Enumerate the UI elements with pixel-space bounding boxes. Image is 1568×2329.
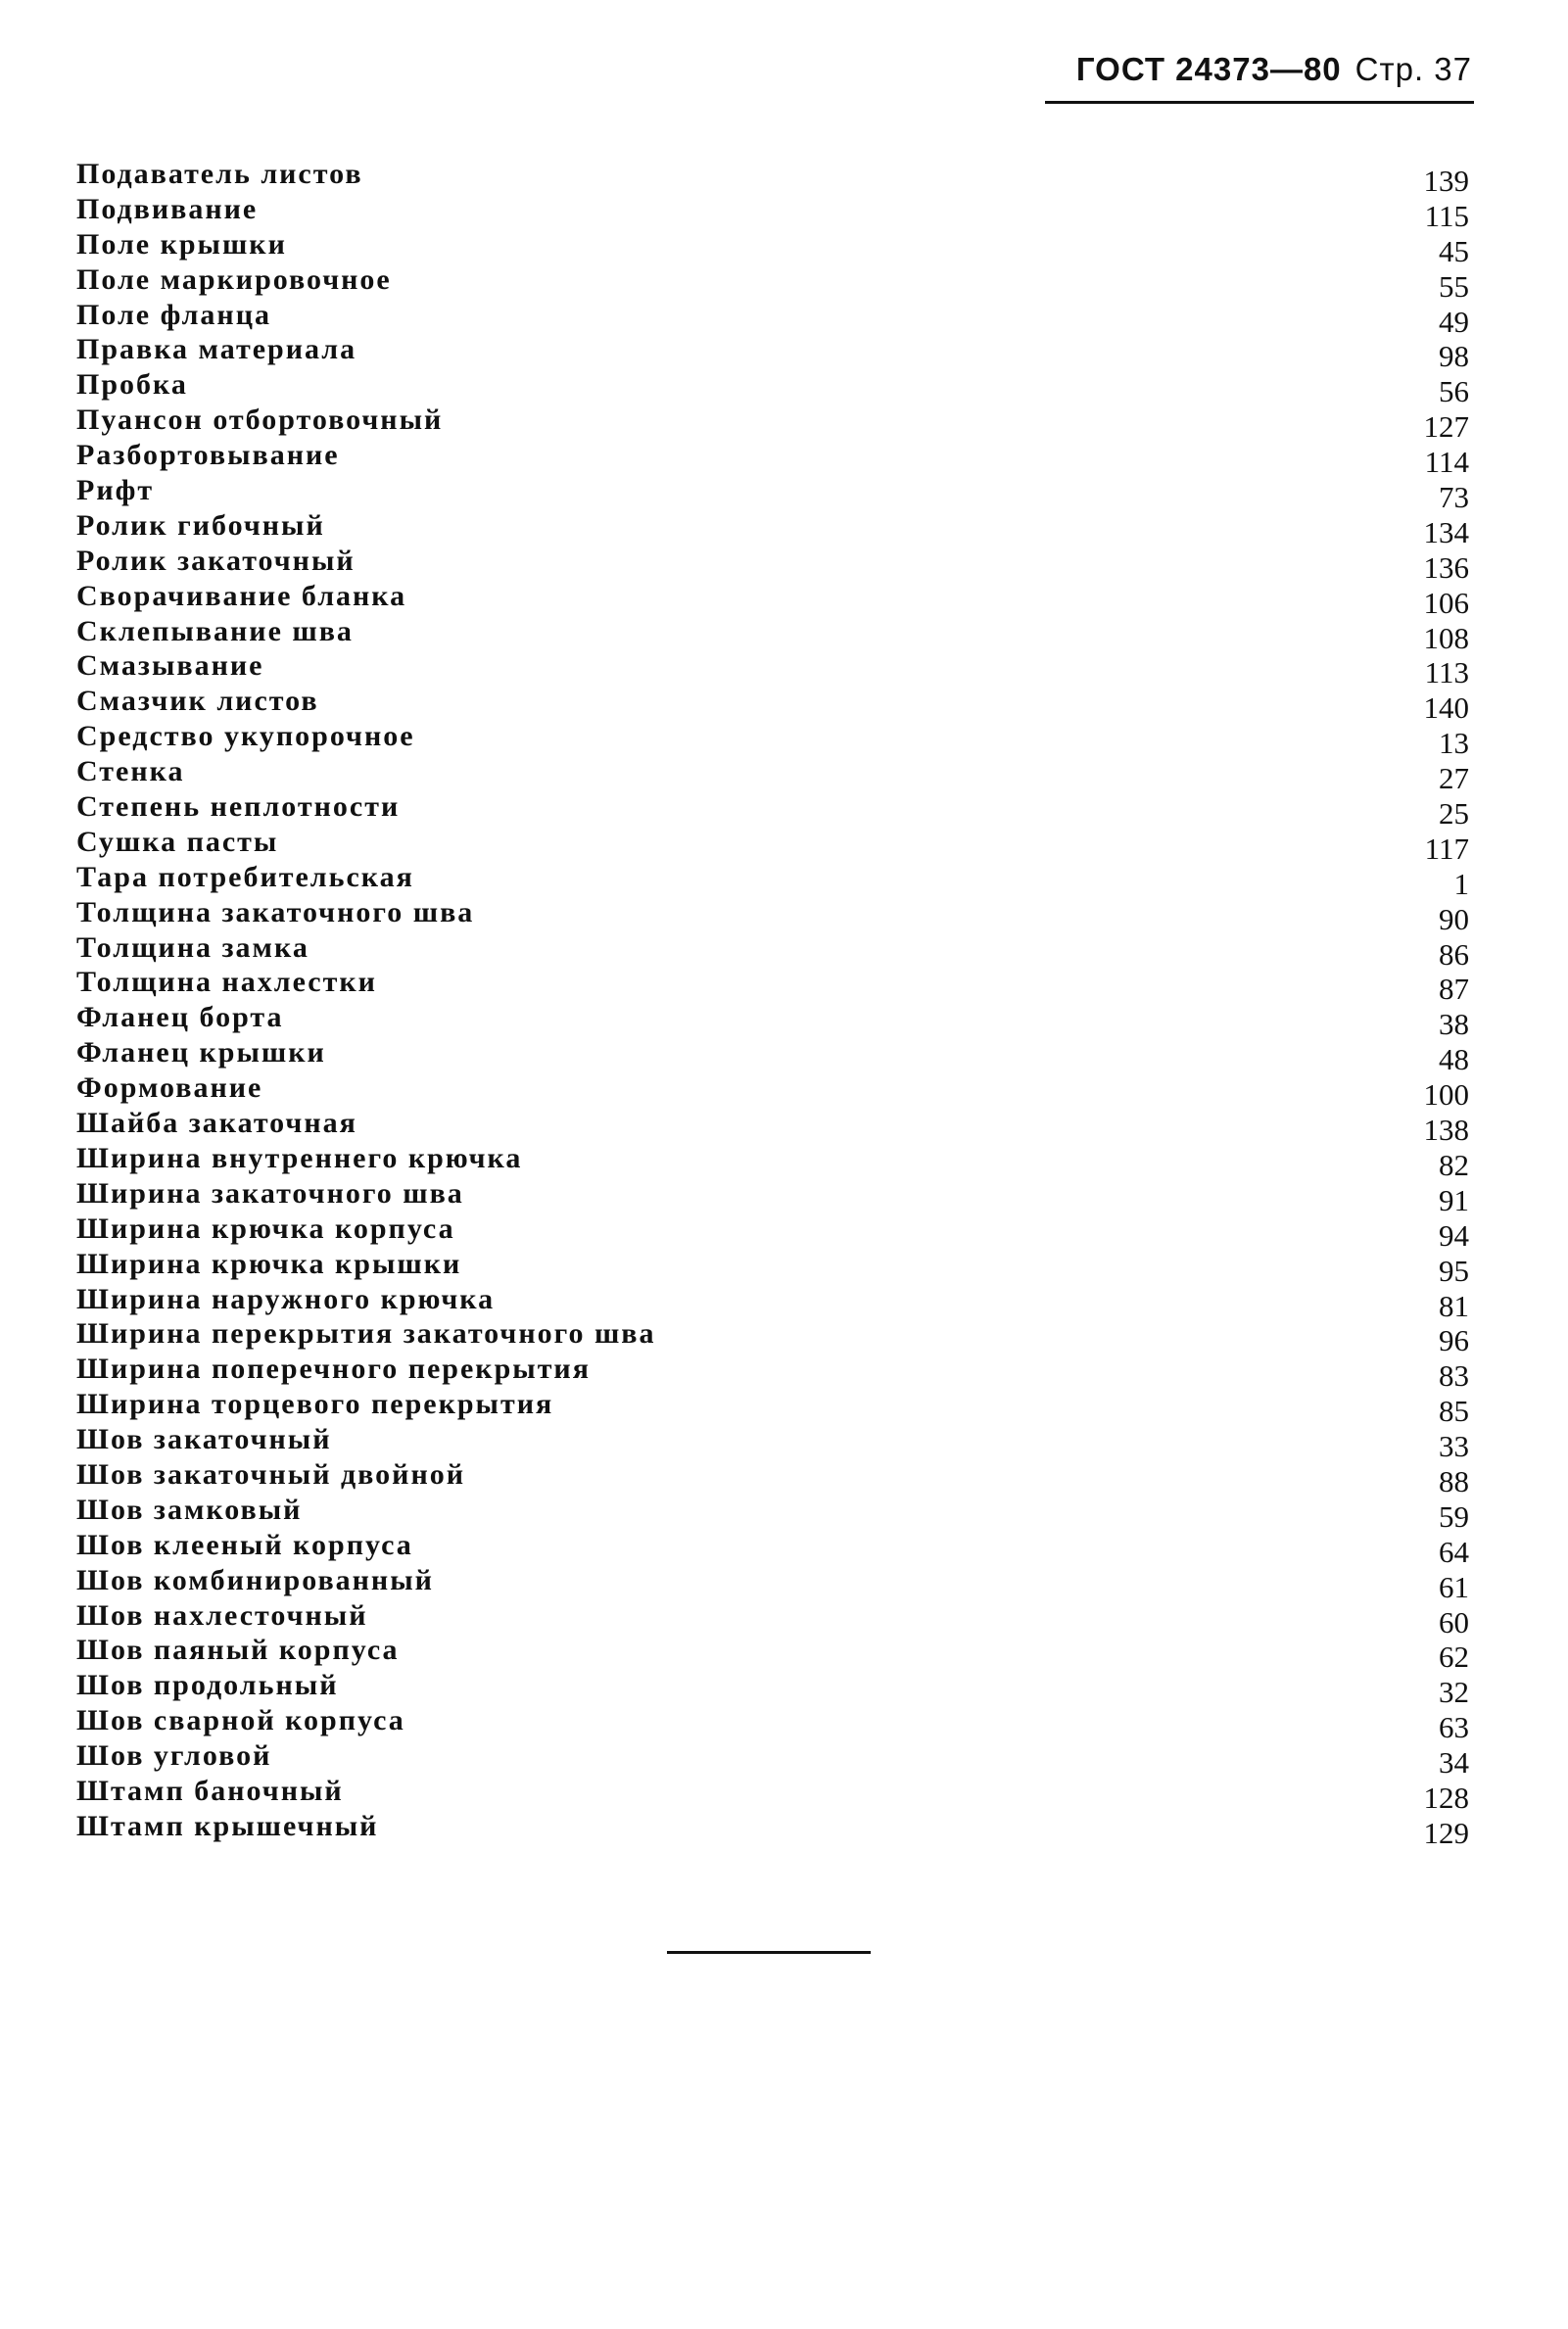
index-term: Шов сварной корпуса	[76, 1704, 405, 1737]
index-page-number: 128	[1423, 1780, 1469, 1815]
index-page-number: 140	[1423, 690, 1469, 726]
index-entry	[76, 1176, 1469, 1217]
index-entry	[76, 438, 1469, 480]
index-term: Фланец борта	[76, 1001, 284, 1034]
index-page-number: 25	[1439, 796, 1469, 832]
index-entry	[76, 1212, 1469, 1253]
index-entry	[76, 1070, 1469, 1113]
index-term: Поле крышки	[76, 227, 287, 261]
index-entry	[76, 1282, 1469, 1323]
index-entry	[76, 719, 1469, 761]
index-entry	[76, 1457, 1469, 1498]
index-term: Смазывание	[76, 649, 264, 683]
index-term: Шов замковый	[76, 1493, 303, 1526]
index-entry	[76, 1598, 1469, 1640]
index-term: Шов закаточный двойной	[76, 1457, 466, 1491]
index-page-number: 64	[1439, 1534, 1469, 1569]
index-entry	[76, 1141, 1469, 1182]
index-page-number: 88	[1439, 1463, 1469, 1498]
index-entry	[76, 1000, 1469, 1042]
index-term: Фланец крышки	[76, 1036, 326, 1069]
index-term: Правка материала	[76, 333, 357, 366]
index-term: Штамп крышечный	[76, 1809, 379, 1842]
index-entry	[76, 1633, 1469, 1675]
index-entry	[76, 473, 1469, 515]
index-entry	[76, 1528, 1469, 1569]
index-term: Сворачивание бланка	[76, 579, 407, 612]
index-term: Шов продольный	[76, 1669, 339, 1702]
index-term: Ширина закаточного шва	[76, 1176, 464, 1210]
index-term: Степень неплотности	[76, 790, 401, 824]
index-entry	[76, 754, 1469, 796]
index-entry	[76, 1352, 1469, 1394]
index-term: Ширина перекрытия закаточного шва	[76, 1317, 656, 1351]
index-entry	[76, 1809, 1469, 1850]
index-term: Смазчик листов	[76, 685, 319, 718]
index-entry	[76, 1563, 1469, 1604]
index-term: Толщина нахлестки	[76, 966, 377, 999]
index-entry	[76, 965, 1469, 1007]
index-page-number: 127	[1423, 409, 1469, 445]
index-term: Разбортовывание	[76, 439, 340, 472]
index-term: Пробка	[76, 368, 188, 402]
index-term: Средство укупорочное	[76, 720, 415, 753]
index-term: Формование	[76, 1071, 263, 1105]
index-page-number: 98	[1439, 339, 1469, 374]
index-term: Сушка пасты	[76, 825, 279, 858]
index-entry	[76, 579, 1469, 620]
index-page-number: 59	[1439, 1498, 1469, 1534]
index-term: Ролик закаточный	[76, 544, 356, 577]
index-page-number: 91	[1439, 1182, 1469, 1217]
index-entry	[76, 930, 1469, 972]
index-term: Шайба закаточная	[76, 1107, 357, 1140]
index-term: Шов паяный корпуса	[76, 1634, 400, 1667]
index-page-number: 113	[1424, 655, 1469, 690]
index-page-number: 117	[1424, 831, 1469, 866]
index-entry	[76, 648, 1469, 690]
index-entry	[76, 1668, 1469, 1710]
index-term: Ролик гибочный	[76, 508, 325, 542]
index-page-number: 108	[1423, 620, 1469, 655]
index-entry	[76, 227, 1469, 268]
index-entry	[76, 1493, 1469, 1534]
index-page-number: 136	[1423, 549, 1469, 585]
index-page-number: 115	[1424, 198, 1469, 233]
index-entry	[76, 1106, 1469, 1148]
index-page-number: 1	[1453, 866, 1469, 901]
index-term: Склепывание шва	[76, 614, 354, 647]
index-page-number: 81	[1439, 1288, 1469, 1323]
index-term: Ширина наружного крючка	[76, 1282, 496, 1315]
index-page-number: 83	[1439, 1358, 1469, 1394]
index-page-number: 38	[1439, 1007, 1469, 1042]
index-term: Шов угловой	[76, 1739, 272, 1773]
index-entry	[76, 1035, 1469, 1077]
index-page-number: 96	[1439, 1323, 1469, 1358]
index-term: Поле маркировочное	[76, 262, 392, 296]
index-term: Шов нахлесточный	[76, 1598, 368, 1632]
index-entry	[76, 789, 1469, 832]
index-page-number: 138	[1423, 1113, 1469, 1148]
index-entry	[76, 860, 1469, 901]
index-entry	[76, 544, 1469, 585]
index-entry	[76, 1422, 1469, 1464]
index-term: Пуансон отбортовочный	[76, 404, 444, 437]
index-term: Подвивание	[76, 192, 259, 225]
index-page-number: 82	[1439, 1147, 1469, 1182]
footer-rule	[667, 1951, 871, 1954]
index-entry	[76, 262, 1469, 304]
index-entry	[76, 192, 1469, 233]
index-page-number: 63	[1439, 1710, 1469, 1745]
index-page-number: 62	[1439, 1640, 1469, 1675]
index-page-number: 134	[1423, 514, 1469, 549]
index-page-number: 55	[1439, 268, 1469, 304]
index-entry	[76, 614, 1469, 655]
index-page-number: 49	[1439, 304, 1469, 339]
index-page-number: 85	[1439, 1394, 1469, 1429]
index-term: Штамп баночный	[76, 1774, 344, 1807]
index-entry	[76, 684, 1469, 726]
index-page-number: 87	[1439, 972, 1469, 1007]
index-entry	[76, 1738, 1469, 1781]
index-entry	[76, 1247, 1469, 1288]
index-page-number: 90	[1439, 901, 1469, 936]
term-index-list	[76, 157, 1469, 1850]
index-term: Ширина поперечного перекрытия	[76, 1353, 591, 1386]
index-term: Тара потребительская	[76, 860, 414, 893]
index-page-number: 45	[1439, 233, 1469, 268]
index-page-number: 34	[1439, 1745, 1469, 1781]
index-entry	[76, 825, 1469, 866]
index-entry	[76, 332, 1469, 374]
index-page-number: 48	[1439, 1042, 1469, 1077]
index-page-number: 114	[1424, 445, 1469, 480]
index-page-number: 60	[1439, 1604, 1469, 1640]
index-term: Толщина замка	[76, 930, 309, 964]
index-page-number: 73	[1439, 480, 1469, 515]
index-entry	[76, 1387, 1469, 1429]
index-entry	[76, 298, 1469, 339]
index-page-number: 13	[1439, 726, 1469, 761]
index-page-number: 129	[1423, 1815, 1469, 1850]
index-term: Толщина закаточного шва	[76, 895, 475, 928]
index-entry	[76, 508, 1469, 549]
index-page-number: 56	[1439, 374, 1469, 409]
index-term: Ширина крючка корпуса	[76, 1212, 455, 1245]
index-term: Подаватель листов	[76, 158, 363, 190]
index-term: Ширина внутреннего крючка	[76, 1141, 523, 1174]
index-page-number: 100	[1423, 1077, 1469, 1113]
index-page-number: 106	[1423, 585, 1469, 620]
page-header	[1076, 51, 1472, 88]
index-term: Шов комбинированный	[76, 1563, 434, 1596]
index-page-number: 33	[1439, 1429, 1469, 1464]
index-term: Стенка	[76, 755, 185, 788]
index-entry	[76, 367, 1469, 409]
index-page-number: 139	[1423, 164, 1469, 198]
standard-number: ГОСТ 24373—80	[1075, 51, 1342, 87]
index-term: Шов клееный корпуса	[76, 1528, 413, 1561]
index-term: Поле фланца	[76, 298, 271, 331]
index-term: Ширина торцевого перекрытия	[76, 1388, 554, 1421]
index-entry	[76, 1703, 1469, 1745]
index-entry	[76, 1316, 1469, 1358]
index-page-number: 95	[1439, 1253, 1469, 1288]
index-page-number: 94	[1439, 1217, 1469, 1253]
index-entry	[76, 1774, 1469, 1815]
page-number-label: Стр. 37	[1354, 51, 1472, 87]
index-page-number: 61	[1439, 1569, 1469, 1604]
index-term: Ширина крючка крышки	[76, 1247, 462, 1280]
index-term: Шов закаточный	[76, 1423, 332, 1456]
index-entry	[76, 895, 1469, 936]
index-page-number: 27	[1439, 761, 1469, 796]
index-term: Рифт	[76, 474, 155, 507]
index-entry	[76, 403, 1469, 445]
index-page-number: 32	[1439, 1675, 1469, 1710]
header-rule	[1045, 101, 1474, 104]
index-entry	[76, 157, 1469, 198]
index-page-number: 86	[1439, 936, 1469, 972]
